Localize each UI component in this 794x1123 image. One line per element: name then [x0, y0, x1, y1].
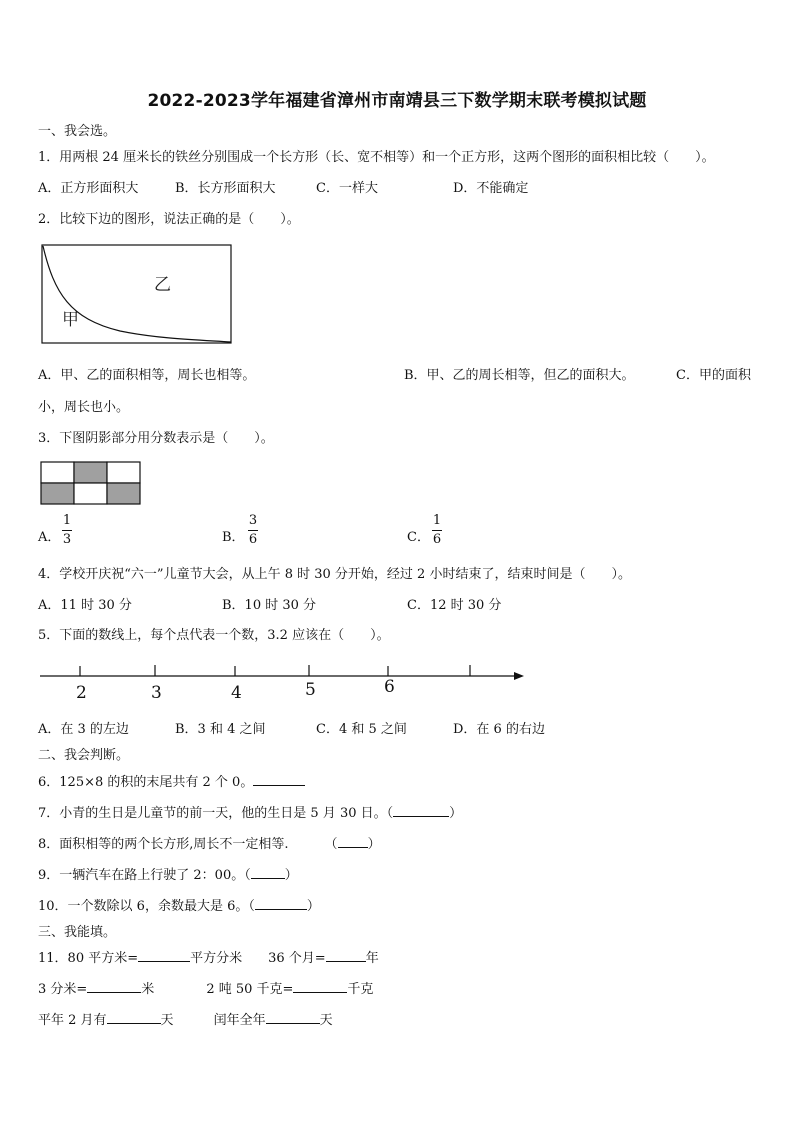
grid-cell	[74, 483, 107, 504]
q2-option-b: B．甲、乙的周长相等，但乙的面积大。	[404, 368, 635, 383]
q8-text: 8．面积相等的两个长方形,周长不一定相等.	[38, 837, 289, 852]
q3-option-b-fraction	[248, 513, 258, 548]
q1-option-b: B．长方形面积大	[175, 181, 276, 196]
q11-r1-text-d: 年	[365, 951, 379, 966]
q3-option-b-label: B．	[222, 530, 245, 545]
q11-r3-text-c: 闰年全年	[213, 1013, 266, 1028]
question-8	[38, 833, 381, 852]
q11-r2-text-d: 千克	[347, 982, 374, 997]
q11-r1-blank-1[interactable]	[138, 949, 190, 962]
q3-a-denominator: 3	[62, 532, 72, 547]
q11-r1-text-b: 平方分米	[190, 951, 243, 966]
q2-option-c: C．甲的面积	[676, 368, 751, 383]
question-10	[38, 895, 320, 914]
q5-option-c: C．4 和 5 之间	[316, 722, 407, 737]
question-5: 5．下面的数线上，每个点代表一个数，3.2 应该在（ ）。	[38, 628, 390, 643]
q8-answer-blank[interactable]	[338, 835, 368, 848]
q10-answer-blank[interactable]	[255, 897, 307, 910]
question-4: 4．学校开庆祝“六一”儿童节大会，从上午 8 时 30 分开始，经过 2 小时结束了，结束时间是（ ）。	[38, 567, 631, 582]
q8-open-paren: （	[324, 837, 338, 852]
q10-close-paren: ）	[306, 899, 320, 914]
q8-close-paren: ）	[367, 837, 381, 852]
question-2: 2．比较下边的图形，说法正确的是（ ）。	[38, 212, 300, 227]
number-line-label: 5	[305, 680, 316, 700]
page-title: 2022-2023学年福建省漳州市南靖县三下数学期末联考模拟试题	[147, 91, 647, 111]
q7-text: 7．小青的生日是儿童节的前一天，他的生日是 5 月 30 日。（	[38, 806, 394, 821]
q11-r2-text-a: 3 分米=	[38, 982, 88, 997]
q5-option-d: D．在 6 的右边	[453, 722, 545, 737]
number-line-label: 4	[231, 683, 242, 703]
q11-r3-blank-2[interactable]	[266, 1011, 320, 1024]
grid-cell	[107, 462, 140, 483]
question-7	[38, 802, 462, 821]
section-3-heading: 三、我能填。	[38, 925, 117, 940]
number-line-label: 3	[151, 683, 162, 703]
q3-b-denominator: 6	[248, 532, 258, 547]
q5-option-a: A．在 3 的左边	[38, 722, 129, 737]
grid-cell	[41, 462, 74, 483]
number-line-label: 6	[384, 677, 395, 697]
q3-b-numerator: 3	[248, 513, 258, 528]
q3-c-numerator: 1	[432, 513, 442, 528]
question-11-row-2	[38, 978, 373, 997]
number-line-label: 2	[76, 683, 87, 703]
grid-cell-shaded	[41, 483, 74, 504]
q9-answer-blank[interactable]	[251, 866, 285, 879]
q11-r1-blank-2[interactable]	[326, 949, 366, 962]
q3-option-c-label: C．	[407, 530, 430, 545]
q11-r2-blank-2[interactable]	[293, 980, 347, 993]
question-9	[38, 864, 298, 883]
q2-option-a: A．甲、乙的面积相等，周长也相等。	[38, 368, 256, 383]
q2-label-yi: 乙	[154, 275, 171, 295]
q3-c-denominator: 6	[432, 532, 442, 547]
q2-label-jia: 甲	[62, 310, 79, 330]
q3-a-numerator: 1	[62, 513, 72, 528]
q3-option-a-label: A．	[38, 530, 61, 545]
q7-answer-blank[interactable]	[393, 804, 449, 817]
question-6	[38, 771, 305, 790]
q11-r1-text-a: 11．80 平方米=	[38, 951, 139, 966]
number-line-arrow	[514, 672, 524, 680]
question-11-row-3	[38, 1009, 333, 1028]
q1-option-c: C．一样大	[316, 181, 378, 196]
grid-cell-shaded	[74, 462, 107, 483]
grid-cell-shaded	[107, 483, 140, 504]
q3-option-a-fraction	[62, 513, 72, 548]
q3-option-c-fraction	[432, 513, 442, 548]
q9-close-paren: ）	[284, 868, 298, 883]
question-11-row-1	[38, 947, 379, 966]
q11-r3-text-a: 平年 2 月有	[38, 1013, 107, 1028]
q5-number-line	[38, 656, 528, 704]
q11-r2-text-b: 米	[141, 982, 155, 997]
q2-option-c-continued: 小，周长也小。	[38, 400, 130, 415]
q5-option-b: B．3 和 4 之间	[175, 722, 266, 737]
q11-r2-blank-1[interactable]	[87, 980, 141, 993]
q11-r3-text-d: 天	[319, 1013, 333, 1028]
question-3: 3．下图阴影部分用分数表示是（ ）。	[38, 431, 274, 446]
q2-figure	[40, 243, 234, 345]
section-1-heading: 一、我会选。	[38, 124, 117, 139]
q6-text: 6．125×8 的积的末尾共有 2 个 0。	[38, 775, 254, 790]
q7-close-paren: ）	[449, 806, 463, 821]
q4-option-c: C．12 时 30 分	[407, 598, 502, 613]
q1-option-a: A．正方形面积大	[38, 181, 139, 196]
q11-r3-blank-1[interactable]	[107, 1011, 161, 1024]
q10-text: 10．一个数除以 6，余数最大是 6。（	[38, 899, 255, 914]
q9-text: 9．一辆汽车在路上行驶了 2：00。（	[38, 868, 251, 883]
q4-option-a: A．11 时 30 分	[38, 598, 132, 613]
q11-r1-text-c: 36 个月=	[268, 951, 326, 966]
q4-option-b: B．10 时 30 分	[222, 598, 317, 613]
q1-option-d: D．不能确定	[453, 181, 529, 196]
q3-grid	[40, 461, 143, 505]
question-1: 1．用两根 24 厘米长的铁丝分别围成一个长方形（长、宽不相等）和一个正方形，这两个图形的面积相比较（ ）。	[38, 150, 715, 165]
q11-r2-text-c: 2 吨 50 千克=	[206, 982, 294, 997]
section-2-heading: 二、我会判断。	[38, 748, 130, 763]
q6-answer-blank[interactable]	[253, 773, 305, 786]
q11-r3-text-b: 天	[160, 1013, 174, 1028]
